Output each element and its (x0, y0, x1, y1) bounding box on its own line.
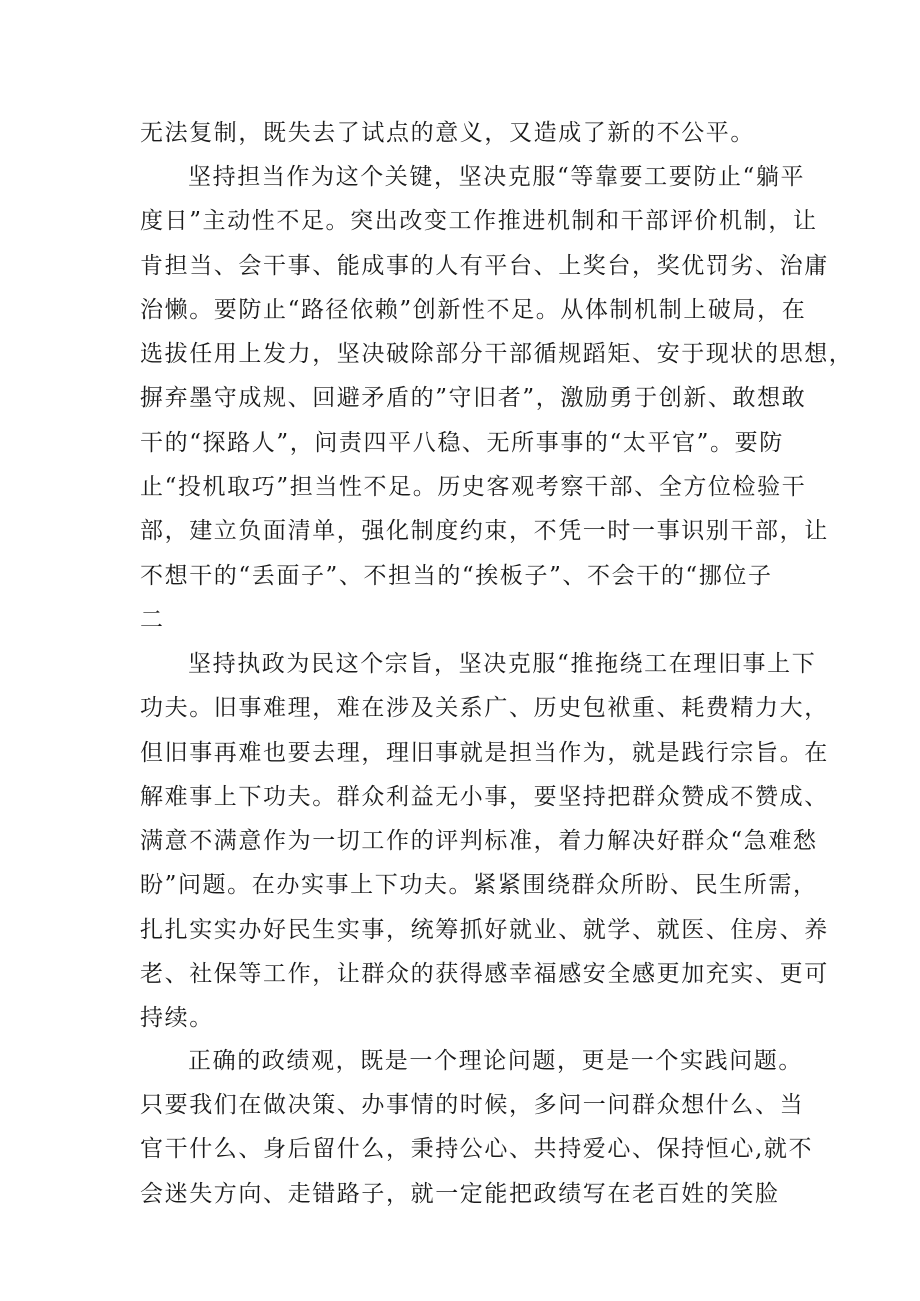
text-line-5: 治懒。要防止“路径依赖”创新性不足。从体制机制上破局，在 (140, 297, 807, 323)
text-line-18: 盼”问题。在办实事上下功夫。紧紧围绕群众所盼、民生所需， (140, 872, 818, 898)
text-line-9: 止“投机取巧”担当性不足。历史客观考察干部、全方位检验干 (140, 474, 807, 500)
text-line-21: 持续。 (140, 1005, 214, 1031)
text-line-12: 二 (140, 607, 165, 633)
text-line-15: 但旧事再难也要去理，理旧事就是担当作为，就是践行宗旨。在 (140, 740, 829, 766)
text-line-11: 不想干的“丢面子”、不担当的“挨板子”、不会干的“挪位子 (140, 563, 773, 589)
text-line-20: 老、社保等工作，让群众的获得感幸福感安全感更加充实、更可 (140, 961, 829, 987)
text-line-14: 功夫。旧事难理，难在涉及关系广、历史包袱重、耗费精力大， (140, 695, 829, 721)
text-line-3: 度日”主动性不足。突出改变工作推进机制和干部评价机制，让 (140, 208, 818, 234)
text-line-6: 选拔任用上发力，坚决破除部分干部循规蹈矩、安于现状的思想， (140, 341, 854, 367)
text-line-17: 满意不满意作为一切工作的评判标准，着力解决好群众“急难愁 (140, 828, 818, 854)
paragraph-start-line: 坚持担当作为这个关键，坚决克服“等靠要工要防止“躺平 (188, 164, 806, 190)
text-line-23: 只要我们在做决策、办事情的时候，多问一问群众想什么、当 (140, 1092, 805, 1118)
text-line-16: 解难事上下功夫。群众利益无小事，要坚持把群众赞成不赞成、 (140, 784, 829, 810)
text-line-7: 摒弃墨守成规、回避矛盾的”守旧者”，激励勇于创新、敢想敢 (140, 385, 807, 411)
text-line-25: 会迷失方向、走错路子，就一定能把政绩写在老百姓的笑脸 (140, 1181, 780, 1207)
text-line-19: 扎扎实实办好民生实事，统筹抓好就业、就学、就医、住房、养 (140, 917, 829, 943)
text-line-1: 无法复制，既失去了试点的意义，又造成了新的不公平。 (140, 120, 755, 146)
text-line-24: 官干什么、身后留什么，秉持公心、共持爱心、保持恒心,就不 (140, 1136, 814, 1162)
text-line-8: 干的“探路人”，问责四平八稳、无所事事的“太平官”。要防 (140, 430, 784, 456)
paragraph-start-line: 正确的政绩观，既是一个理论问题，更是一个实践问题。 (188, 1048, 803, 1074)
paragraph-start-line: 坚持执政为民这个宗旨，坚决克服“推拖绕工在理旧事上下 (188, 651, 817, 677)
text-line-10: 部，建立负面清单，强化制度约束，不凭一时一事识别干部，让 (140, 518, 829, 544)
text-line-4: 肯担当、会干事、能成事的人有平台、上奖台，奖优罚劣、治庸 (140, 253, 829, 279)
